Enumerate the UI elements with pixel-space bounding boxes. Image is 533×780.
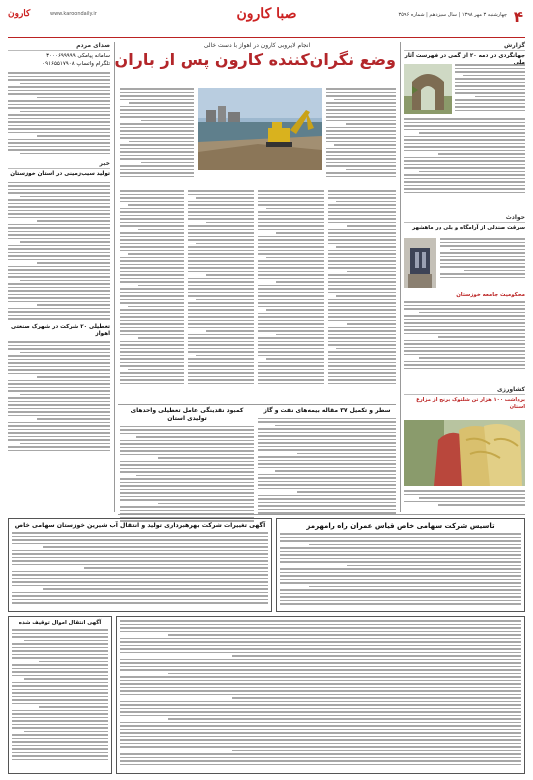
page-number: ۴ bbox=[513, 8, 523, 26]
legal-notices bbox=[116, 616, 525, 774]
main-text-col-3 bbox=[258, 190, 324, 402]
rice-photo bbox=[404, 420, 525, 486]
ruin-photo bbox=[404, 64, 452, 114]
right-story-3-title: برداشت ۱۰۰ هزار تن شلتوک برنج از مزارع استان bbox=[416, 397, 525, 410]
left-subhead: تولید سیب‌زمینی در استان خوزستان bbox=[10, 171, 110, 178]
left-subhead-2: تعطیلی ۲۰ شرکت در شهرک صنعتی اهواز bbox=[11, 323, 110, 337]
main-kicker: انجام لایروبی کارون در اهواز با دست خالی bbox=[203, 42, 311, 49]
ad-center bbox=[8, 518, 272, 612]
lower-story-left-title: کمبود نقدینگی عامل تعطیلی واحدهای تولیدی استان bbox=[130, 407, 244, 422]
main-text-col-1 bbox=[120, 190, 184, 402]
masthead bbox=[8, 6, 525, 38]
incidents-label: حوادث bbox=[404, 214, 525, 223]
ad-left-title: آگهی انتقال اموال توقیف شده bbox=[18, 620, 102, 626]
ad-center-title: آگهی تغییرات شرکت بهرهبرداری تولید و انتقال آب شیرین خوزستان سهامی خاص bbox=[14, 522, 266, 529]
right-story-2-sub: محکومیت جامعه خوزستان bbox=[456, 292, 525, 298]
right-story-1-text bbox=[455, 64, 525, 124]
main-text-col-2 bbox=[188, 190, 254, 402]
main-text-left bbox=[120, 88, 194, 188]
right-story-1-title: جهانگردی در دمه ۲۰ از گمی در فهرست آثار bbox=[404, 53, 525, 59]
main-photo bbox=[198, 88, 322, 170]
right-story-1-body bbox=[404, 118, 525, 210]
brand-title: صبا کارون bbox=[236, 6, 297, 22]
right-story-3-text bbox=[404, 490, 525, 512]
ad-right-title: تاسیس شرکت سهامی خاص قیاس عمران راه رامهرمز bbox=[306, 522, 495, 530]
left-column-label: صدای مردم bbox=[8, 42, 110, 51]
date-line: چهارشنبه ۳ مهر ۱۳۹۸ | سال سیزدهم | شماره ۳۵۹۶ bbox=[398, 12, 507, 18]
website-url: www.karoondaily.ir bbox=[50, 11, 97, 17]
lower-story-right-title: سطر و تکمیل ۳۷ مقاله بیمه‌های نفت و گاز bbox=[263, 407, 391, 414]
right-story-2-title: سرقت صندلی از آرامگاه و بلی در ماهشهر bbox=[412, 225, 525, 231]
lower-story-left bbox=[120, 407, 254, 511]
main-headline: وضع نگران‌کننده کارون پس از باران bbox=[114, 50, 396, 69]
right-story-2-text bbox=[440, 238, 525, 288]
right-story-3 bbox=[404, 386, 525, 410]
text-block bbox=[8, 182, 110, 320]
agri-label: کشاورزی bbox=[404, 386, 525, 395]
right-column-label: گزارش bbox=[404, 42, 525, 51]
main-text-col-4 bbox=[328, 190, 396, 402]
right-story-2b bbox=[404, 292, 525, 382]
shrine-photo bbox=[404, 238, 436, 288]
main-text-right bbox=[326, 88, 396, 188]
text-block bbox=[8, 341, 110, 451]
phone-line: تلگرام واتساپ ۰۹۱۶۵۵۱۷۹۰۸ bbox=[42, 60, 110, 67]
logo: کارون bbox=[8, 9, 31, 19]
phone-heading: سامانه پیامکی ۳۰۰۰۶۹۹۹۹۹ bbox=[46, 53, 110, 59]
ad-left bbox=[8, 616, 112, 774]
news-section-label: خبر bbox=[8, 160, 110, 169]
text-block bbox=[8, 72, 110, 154]
right-story-2 bbox=[404, 214, 525, 234]
lower-story-right bbox=[258, 407, 396, 511]
ad-right bbox=[276, 518, 525, 612]
